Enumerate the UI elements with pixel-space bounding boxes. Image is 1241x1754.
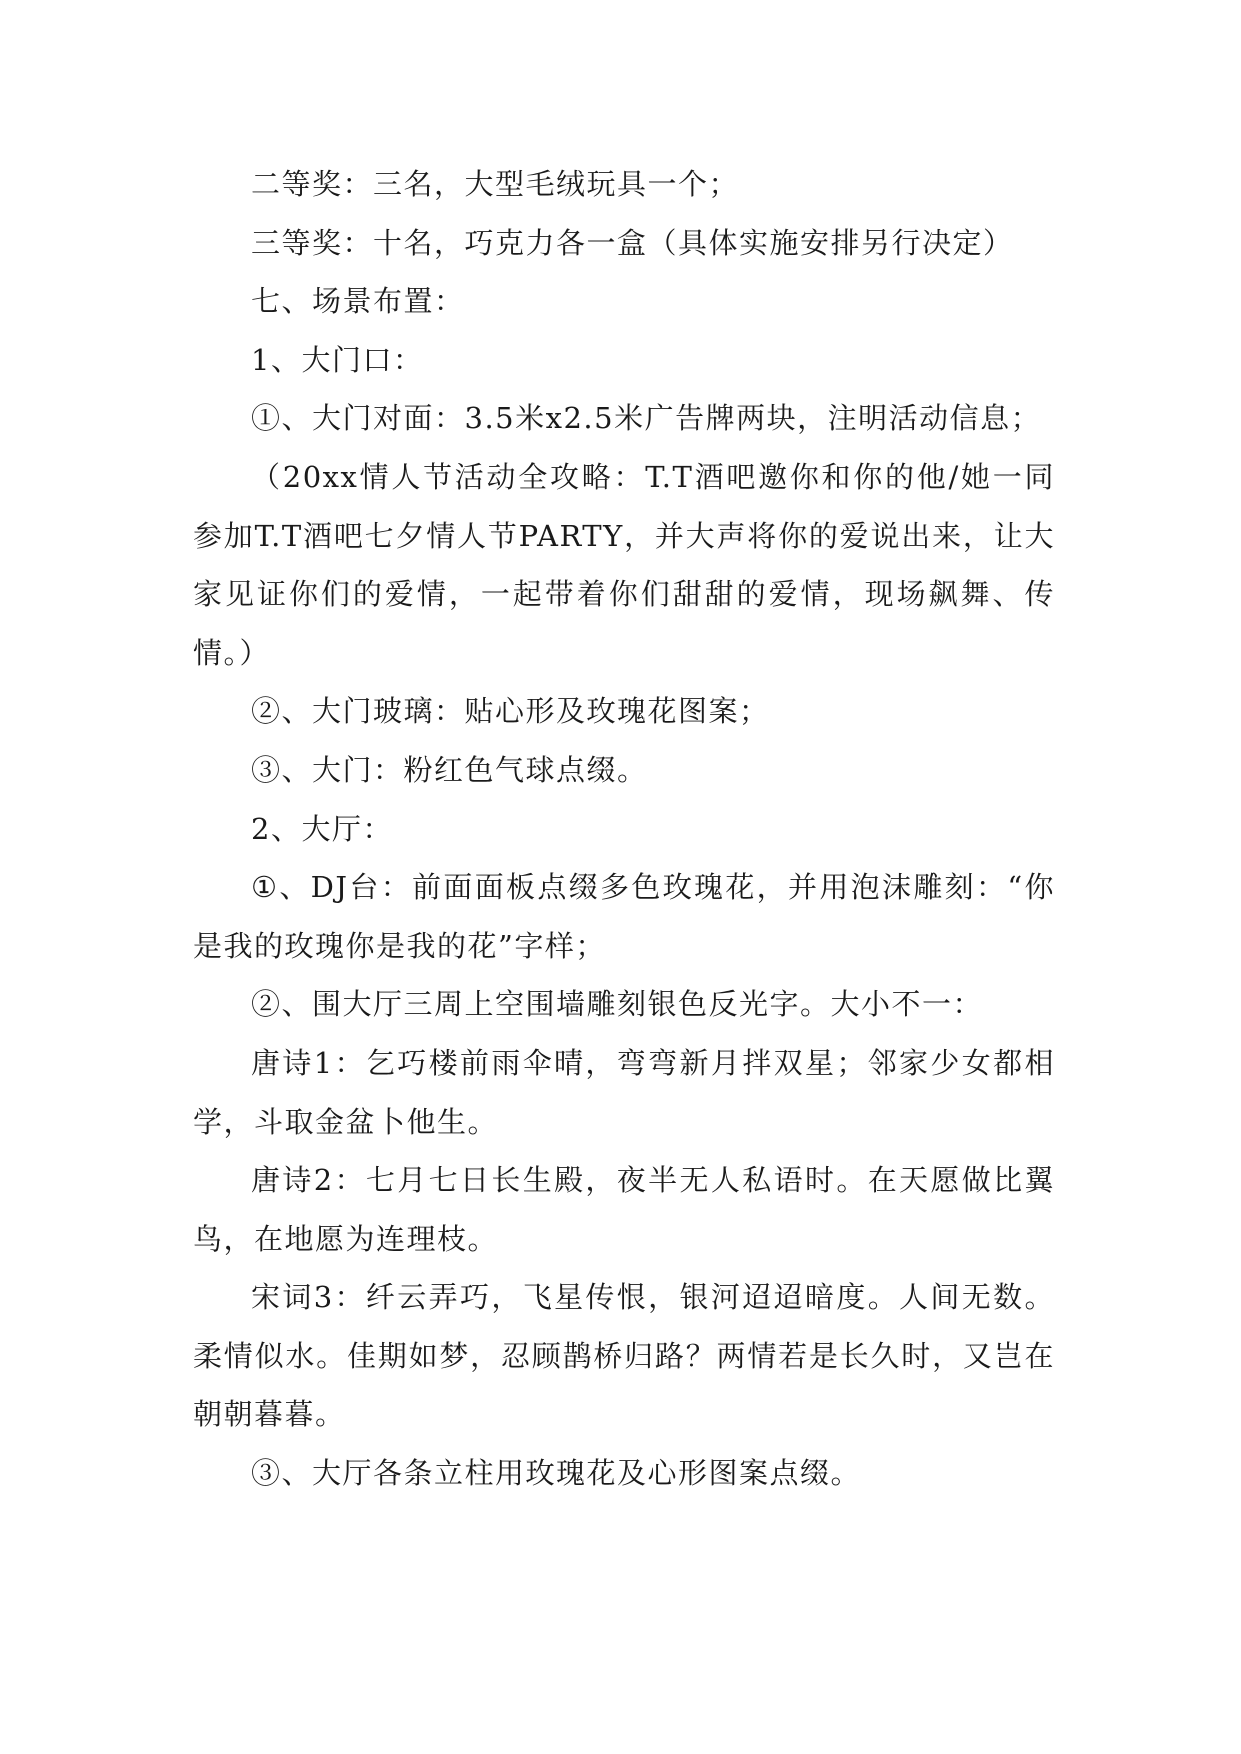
paragraph-entrance-balloons: ③、大门：粉红色气球点缀。 — [251, 752, 648, 787]
paragraph-billboard-text: （20xx情人节活动全攻略：T.T酒吧邀你和你的他/她一同参加T.T酒吧七夕情人节PARTY，并大声将你的爱说出来，让大家见证你们的爱情，一起带着你们甜甜的爱情，现场飙舞、传情。） — [193, 459, 1055, 670]
paragraph-entrance-billboard: ①、大门对面：3.5米x2.5米广告牌两块，注明活动信息； — [251, 401, 1042, 436]
paragraph-second-prize: 二等奖：三名，大型毛绒玩具一个； — [251, 167, 740, 201]
section-heading-scene-layout: 七、场景布置： — [251, 284, 465, 319]
subheading-hall: 2、大厅： — [251, 811, 393, 846]
paragraph-hall-walls: ②、围大厅三周上空围墙雕刻银色反光字。大小不一： — [251, 987, 984, 1022]
paragraph-third-prize: 三等奖：十名，巧克力各一盒（具体实施安排另行决定） — [251, 225, 1014, 260]
paragraph-entrance-glass: ②、大门玻璃：贴心形及玫瑰花图案； — [251, 694, 770, 729]
paragraph-poem-1: 唐诗1：乞巧楼前雨伞晴，弯弯新月拌双星；邻家少女都相学，斗取金盆卜他生。 — [193, 1045, 1055, 1139]
subheading-entrance: 1、大门口： — [251, 342, 424, 377]
paragraph-poem-3: 宋词3：纤云弄巧，飞星传恨，银河迢迢暗度。人间无数。柔情似水。佳期如梦，忍顾鹊桥归路？两情若是长久时，又岂在朝朝暮暮。 — [193, 1280, 1055, 1432]
paragraph-dj-booth: ①、DJ台：前面面板点缀多色玫瑰花，并用泡沫雕刻：“你是我的玫瑰你是我的花”字样； — [193, 870, 1055, 963]
paragraph-hall-pillars: ③、大厅各条立柱用玫瑰花及心形图案点缀。 — [251, 1456, 862, 1491]
paragraph-poem-2: 唐诗2：七月七日长生殿，夜半无人私语时。在天愿做比翼鸟，在地愿为连理枝。 — [193, 1163, 1055, 1256]
document-body — [193, 155, 1055, 1503]
